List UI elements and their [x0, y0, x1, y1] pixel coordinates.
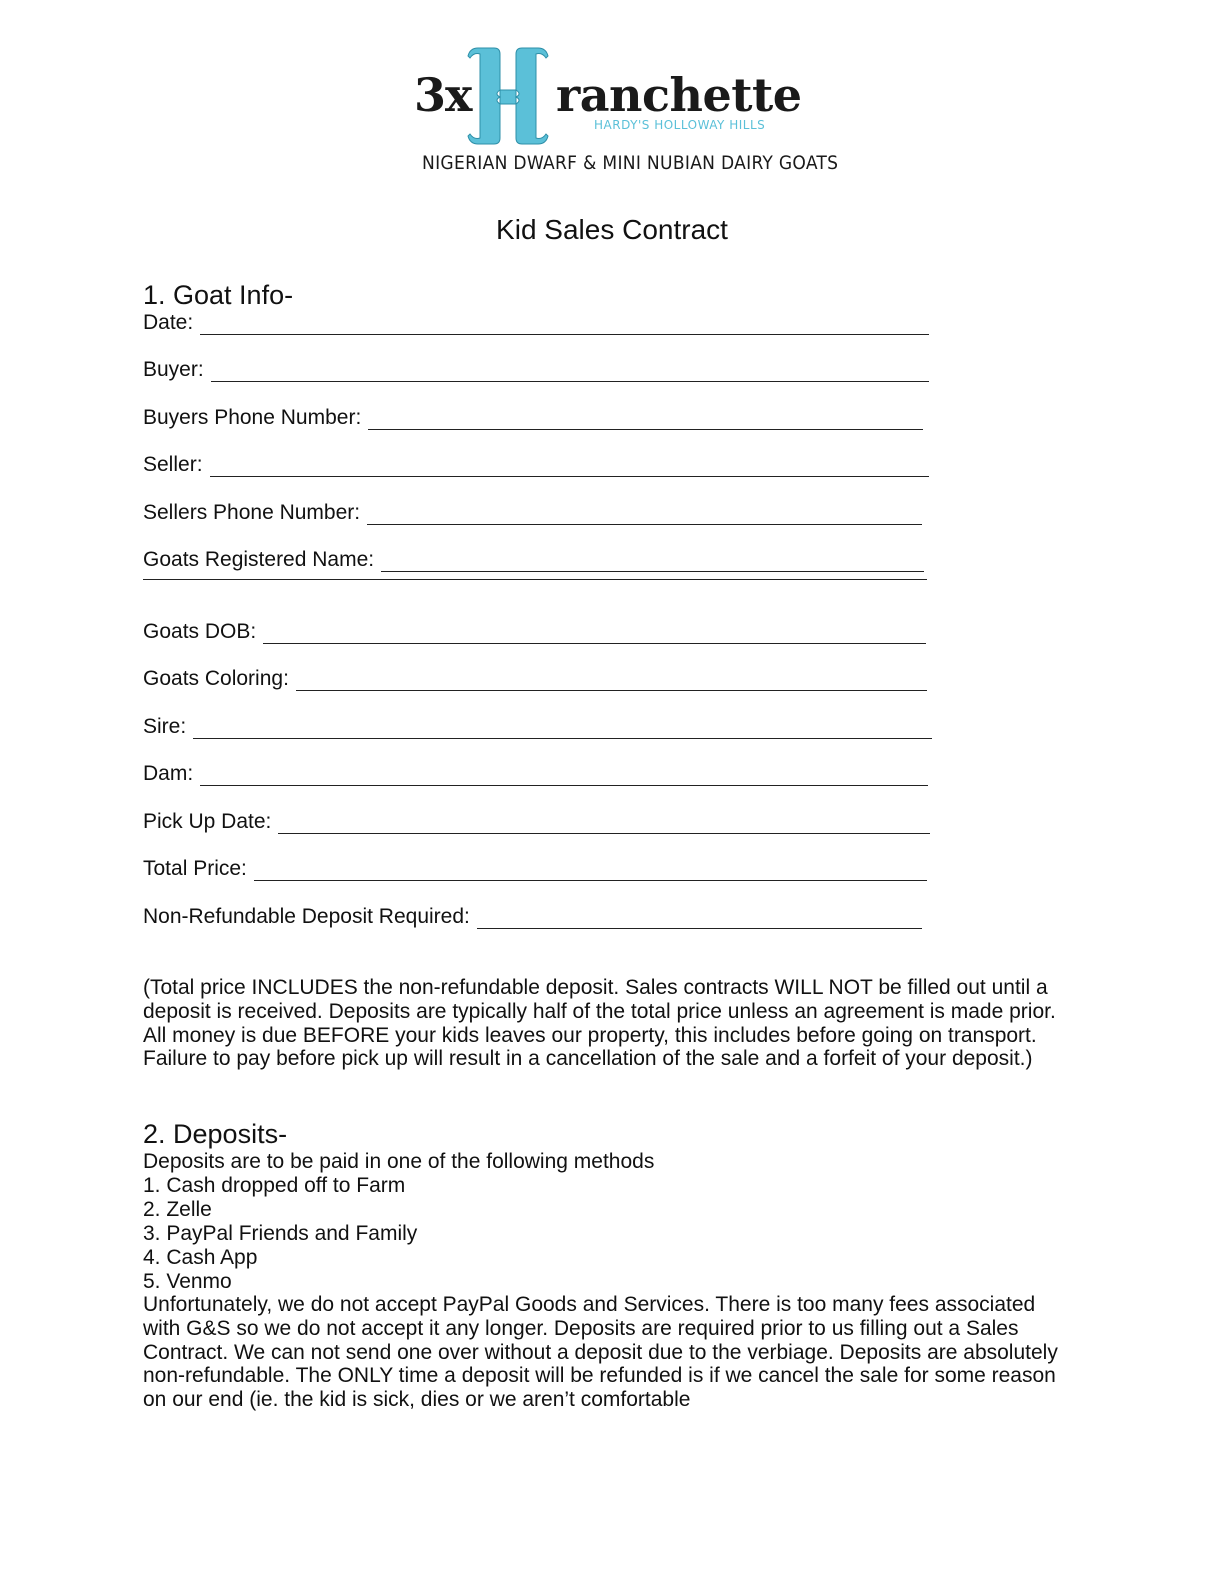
sire-field[interactable] [143, 715, 932, 739]
list-item: 3. PayPal Friends and Family [143, 1222, 418, 1245]
field-blank-line[interactable] [193, 718, 932, 739]
field-blank-line[interactable] [200, 314, 929, 335]
deposits-policy-text: Unfortunately, we do not accept PayPal Goods and Services. There is too many fees associated with G&S so we do not accept it any longer. Deposits are required prior to us filling out a Sales Contract. We can not send one over without a deposit due to the verbiage. Deposits are absolutely non-refundable. The ONLY time a deposit will be refunded is if we cancel the sale for some reason on our end (ie. the kid is sick, dies or we aren’t comfortable [143, 1293, 1058, 1412]
deposit-required-field[interactable] [143, 905, 922, 929]
total-price-note: (Total price INCLUDES the non-refundable deposit. Sales contracts WILL NOT be filled out until a deposit is received. Deposits are typically half of the total price unless an agreement is made prior. All money is due BEFORE your kids leaves our property, this includes before going on transport. Failure to pay before pick up will result in a cancellation of the sale and a forfeit of your deposit.) [143, 976, 1056, 1071]
field-blank-line[interactable] [200, 765, 928, 786]
field-blank-line[interactable] [263, 623, 926, 644]
buyer-phone-field[interactable] [143, 406, 923, 430]
field-blank-line[interactable] [278, 813, 930, 834]
field-label: Goats Coloring: [143, 667, 289, 690]
field-label: Goats Registered Name: [143, 548, 375, 571]
pickup-date-field[interactable] [143, 810, 930, 834]
list-item: 1. Cash dropped off to Farm [143, 1174, 406, 1197]
buyer-field[interactable] [143, 358, 929, 382]
field-blank-line[interactable] [211, 361, 929, 382]
list-item: 5. Venmo [143, 1270, 232, 1293]
field-label: Pick Up Date: [143, 810, 272, 833]
field-label: Sire: [143, 715, 187, 738]
logo-prefix: 3x [414, 68, 472, 122]
field-blank-line[interactable] [477, 908, 922, 929]
logo-subtitle: HARDY'S HOLLOWAY HILLS [594, 118, 766, 132]
seller-field[interactable] [143, 453, 929, 477]
seller-phone-field[interactable] [143, 501, 922, 525]
deposits-intro: Deposits are to be paid in one of the following methods [143, 1150, 655, 1173]
field-label: Total Price: [143, 857, 247, 880]
registered-name-continuation-line[interactable] [143, 579, 927, 580]
list-item: 4. Cash App [143, 1246, 258, 1269]
field-blank-line[interactable] [296, 670, 927, 691]
section-heading-deposits: 2. Deposits- [143, 1119, 288, 1149]
ranch-logo [410, 44, 839, 184]
field-label: Buyers Phone Number: [143, 406, 362, 429]
logo-h-icon [460, 44, 556, 148]
field-blank-line[interactable] [210, 456, 929, 477]
coloring-field[interactable] [143, 667, 927, 691]
field-label: Goats DOB: [143, 620, 257, 643]
total-price-field[interactable] [143, 857, 927, 881]
field-blank-line[interactable] [367, 504, 922, 525]
dam-field[interactable] [143, 762, 928, 786]
field-blank-line[interactable] [254, 860, 927, 881]
field-label: Seller: [143, 453, 203, 476]
logo-tagline: NIGERIAN DWARF & MINI NUBIAN DAIRY GOATS [422, 152, 839, 174]
dob-field[interactable] [143, 620, 926, 644]
field-label: Dam: [143, 762, 194, 785]
logo-suffix: ranchette [556, 68, 802, 122]
field-label: Non-Refundable Deposit Required: [143, 905, 470, 928]
field-blank-line[interactable] [368, 409, 923, 430]
date-field[interactable] [143, 311, 929, 335]
field-label: Sellers Phone Number: [143, 501, 361, 524]
field-label: Date: [143, 311, 194, 334]
field-blank-line[interactable] [381, 551, 924, 572]
section-heading-goat-info: 1. Goat Info- [143, 280, 294, 310]
page-title: Kid Sales Contract [496, 214, 728, 245]
field-label: Buyer: [143, 358, 204, 381]
list-item: 2. Zelle [143, 1198, 212, 1221]
registered-name-field[interactable] [143, 548, 924, 572]
